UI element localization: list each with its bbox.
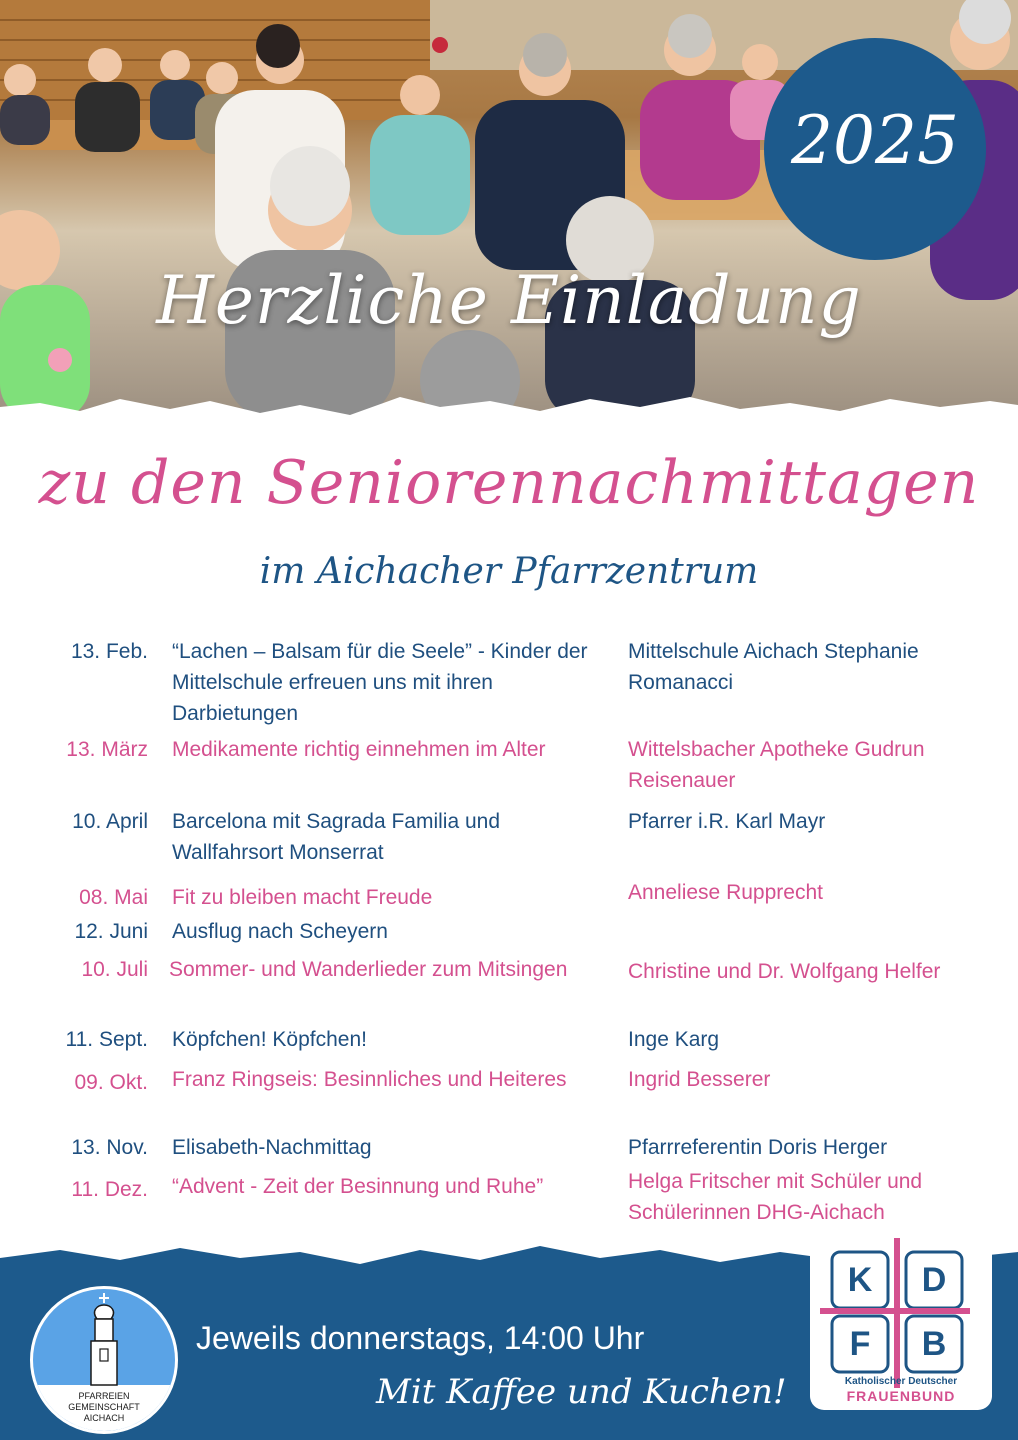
event-date: 12. Juni (74, 920, 148, 943)
event-topic: Sommer- und Wanderlieder zum Mitsingen (169, 958, 568, 981)
logo-line-3: AICHACH (83, 1413, 125, 1423)
event-date: 11. Sept. (65, 1028, 148, 1051)
event-topic: Medikamente richtig einnehmen im Alter (172, 738, 546, 761)
kdfb-letter-f: F (849, 1325, 871, 1363)
kdfb-logo (810, 1238, 992, 1410)
torn-paper-edge (0, 385, 1018, 445)
kdfb-brand-line: FRAUENBUND (846, 1388, 956, 1404)
event-topic: Ausflug nach Scheyern (172, 920, 388, 943)
invitation-subtitle: zu den Seniorennachmittagen (38, 448, 980, 518)
event-date: 11. Dez. (71, 1178, 148, 1201)
kdfb-letter-k: K (847, 1261, 873, 1299)
event-speaker: Helga Fritscher mit Schüler und Schülerinnen DHG-Aichach (628, 1170, 923, 1224)
event-speaker: Wittelsbacher Apotheke Gudrun Reisenauer (628, 738, 925, 792)
event-date: 13. Feb. (70, 640, 148, 663)
event-topic: “Lachen – Balsam für die Seele” - Kinder der Mittelschule erfreuen uns mit ihren Darbietungen (172, 640, 588, 725)
event-topic: Fit zu bleiben macht Freude (172, 886, 433, 909)
year-badge (764, 38, 986, 260)
logo-line-2: GEMEINSCHAFT (68, 1402, 140, 1412)
event-speaker: Pfarrer i.R. Karl Mayr (628, 810, 826, 833)
event-speaker: Inge Karg (628, 1028, 720, 1051)
kdfb-letter-d: D (921, 1261, 947, 1299)
event-speaker: Pfarrreferentin Doris Herger (628, 1136, 888, 1159)
event-speaker: Ingrid Besserer (628, 1068, 771, 1091)
event-topic: Barcelona mit Sagrada Familia und Wallfahrsort Monserrat (172, 810, 501, 864)
logo-line-1: PFARREIEN (78, 1391, 130, 1401)
event-date: 08. Mai (79, 886, 148, 909)
kdfb-name-line: Katholischer Deutscher (844, 1376, 958, 1387)
location-line: im Aichacher Pfarrzentrum (259, 551, 759, 592)
weekly-time: Jeweils donnerstags, 14:00 Uhr (196, 1320, 645, 1356)
coffee-cake-note: Mit Kaffee und Kuchen! (376, 1372, 787, 1412)
kdfb-letter-b: B (921, 1325, 947, 1363)
event-date: 13. Nov. (71, 1136, 148, 1159)
event-date: 13. März (66, 738, 148, 761)
event-date: 10. April (72, 810, 148, 833)
event-date: 10. Juli (81, 958, 148, 981)
event-topic: “Advent - Zeit der Besinnung und Ruhe” (172, 1175, 544, 1198)
event-speaker: Anneliese Rupprecht (628, 881, 823, 904)
year-text: 2025 (791, 102, 959, 179)
invitation-title: Herzliche Einladung (156, 262, 862, 339)
event-speaker: Christine und Dr. Wolfgang Helfer (628, 960, 941, 983)
event-topic: Franz Ringseis: Besinnliches und Heiteres (172, 1068, 567, 1091)
event-speaker: Mittelschule Aichach Stephanie Romanacci (628, 640, 919, 694)
event-topic: Elisabeth-Nachmittag (172, 1136, 372, 1159)
event-topic: Köpfchen! Köpfchen! (172, 1028, 367, 1051)
parish-community-logo (30, 1286, 178, 1434)
event-date: 09. Okt. (74, 1071, 148, 1094)
